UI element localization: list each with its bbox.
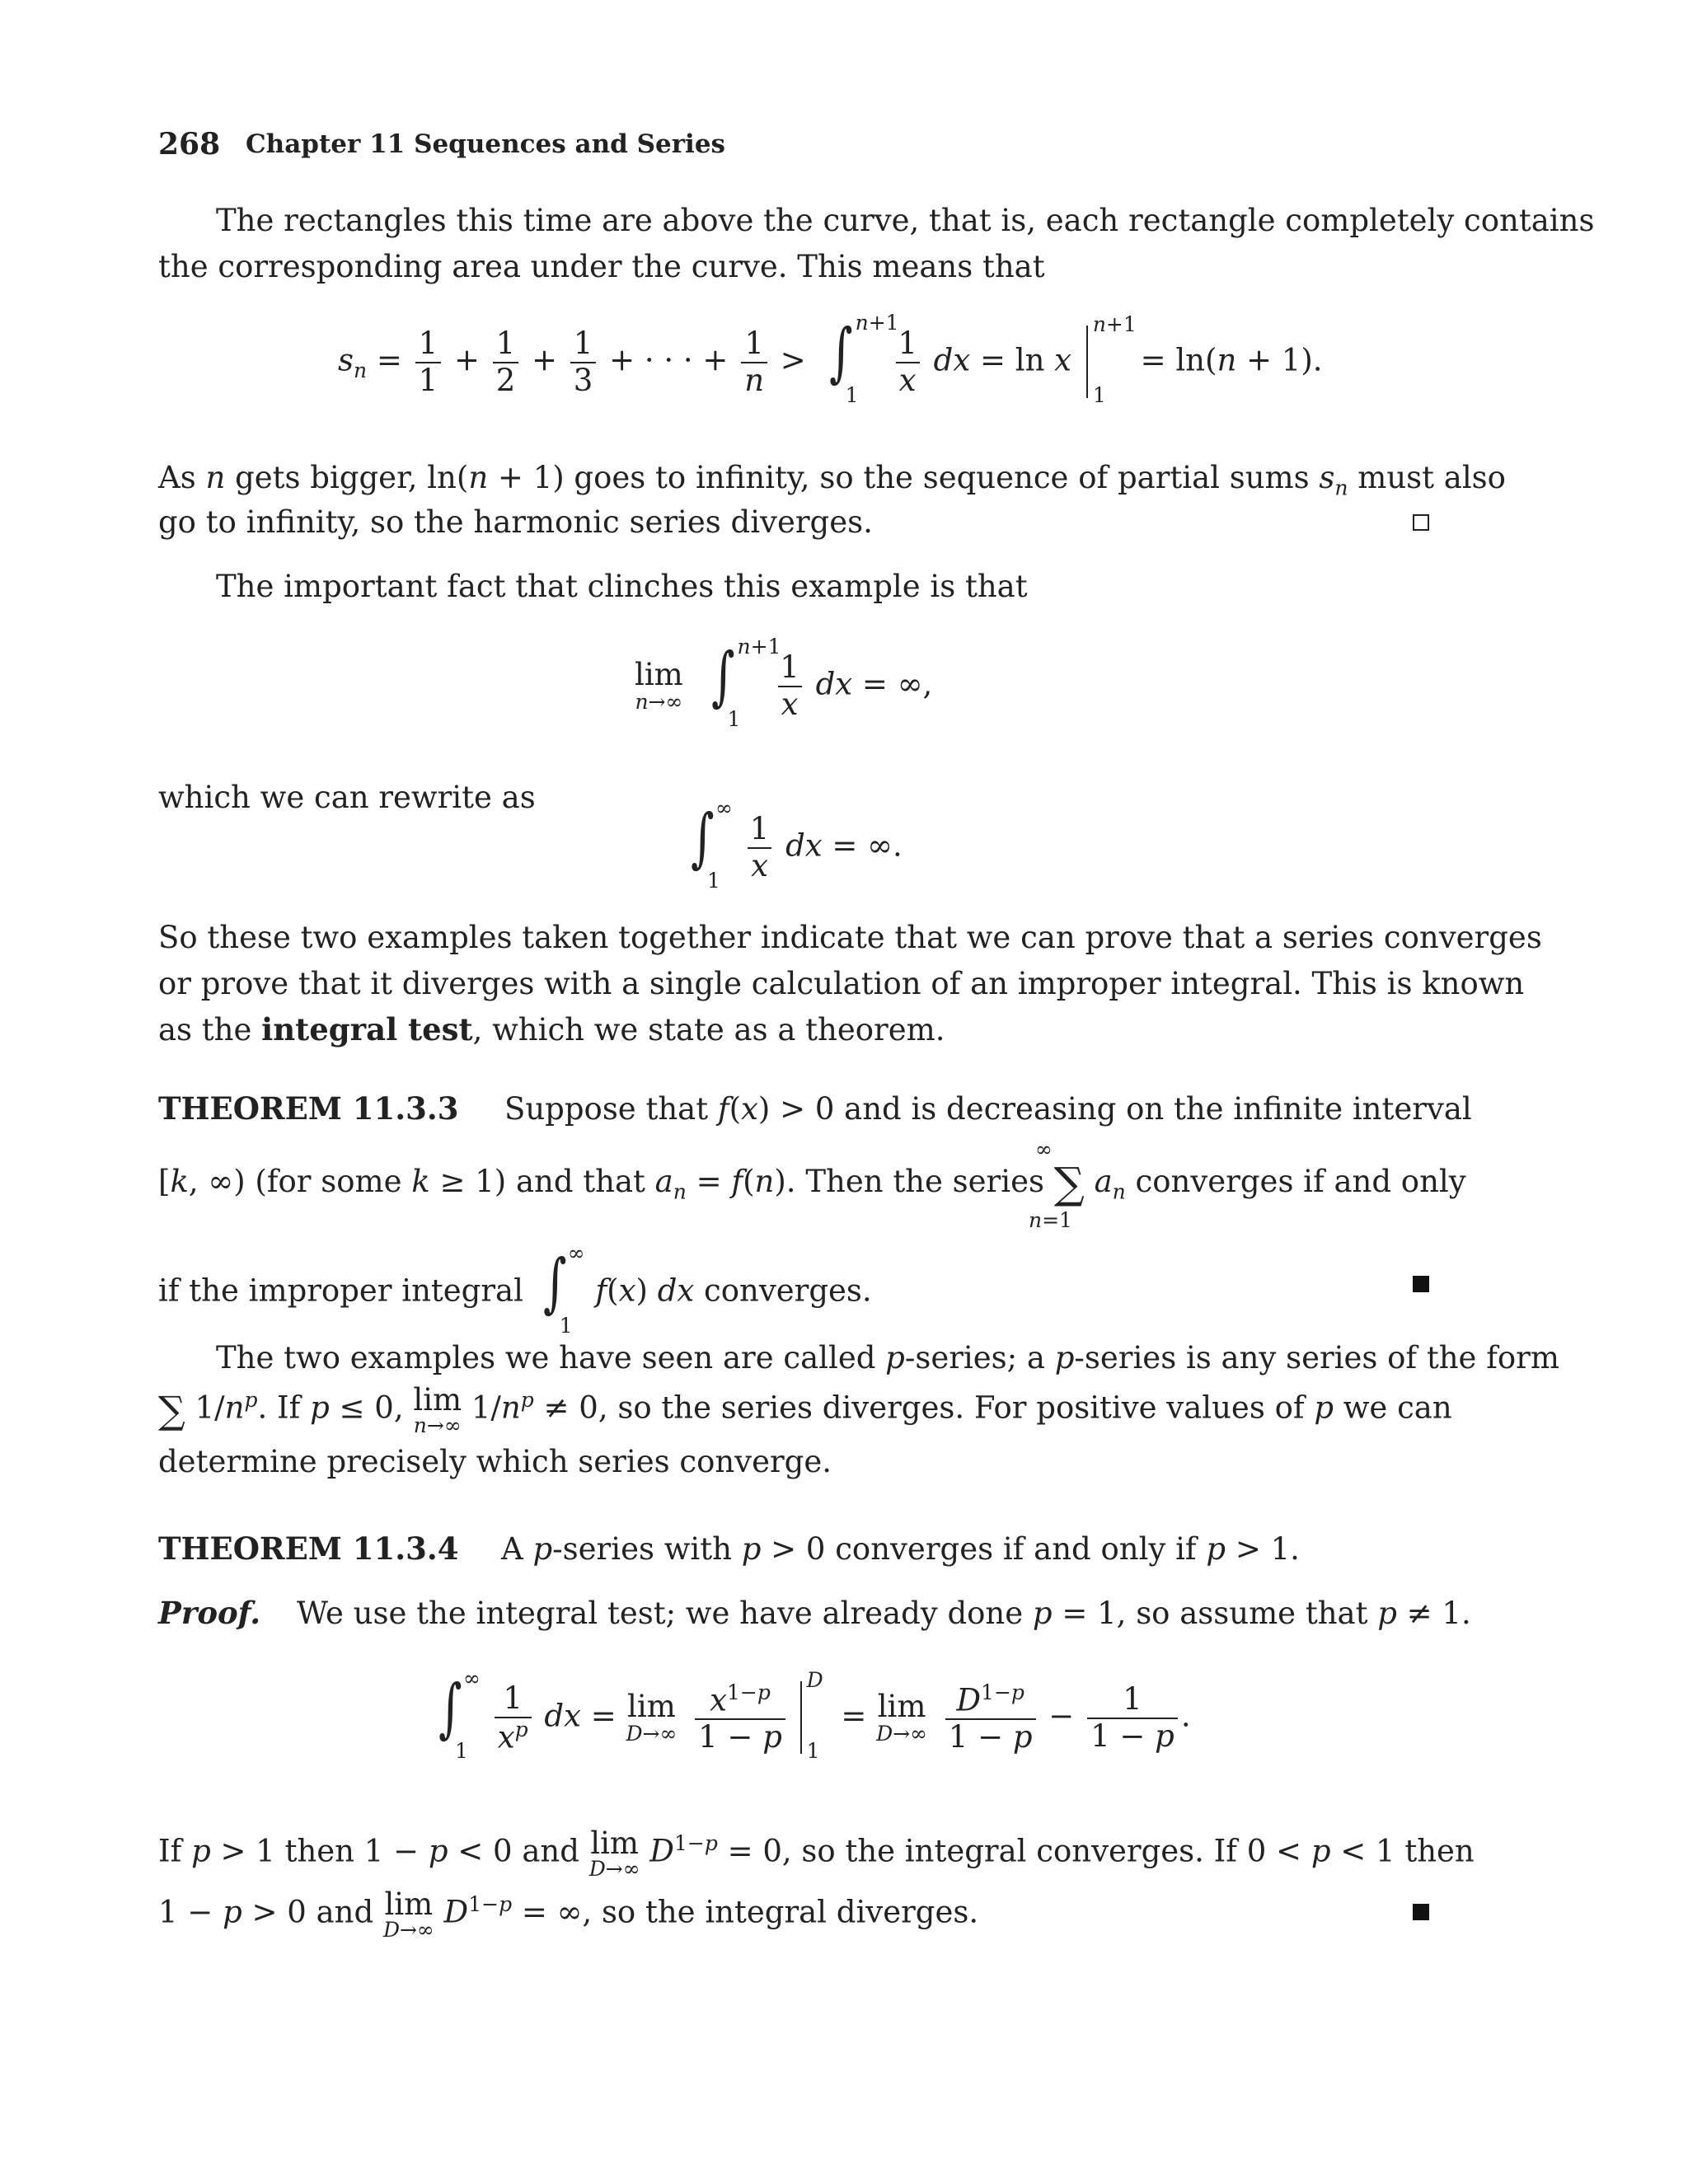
- theorem-11-3-3-line-2: [k, ∞) (for some k ≥ 1) and that $a_n = f(n)$. Then the series ∑ $a_n$ converges if and only: [158, 1159, 1466, 1209]
- proof-text: We use the integral test; we have already done p = 1, so assume that p ≠ 1.: [297, 1596, 1471, 1631]
- sum-upper-limit: ∞: [1035, 1137, 1053, 1161]
- equation-harmonic-partial-sum: $s_n$ = $\frac{1}{1}$ + $\frac{1}{2}$ + $\frac{1}{3}$ + · · · + $\frac{1}{n}$ > ∫ n+1 1 $\frac{1}{x}$ dx = ln x n+1 1 = ln(n + 1).: [338, 311, 1323, 407]
- equation-p-series-integral: ∫ ∞ 1 $\frac{1}{x^p}$ dx = lim D→∞ $\frac{x^{1-p}}{1 - p}$ D 1 = lim D→∞ $\frac{D^{1-p}}{1 - p}$ − $\frac{1}{1 - p}$ .: [438, 1666, 1191, 1763]
- paragraph-5-line-2: or prove that it diverges with a single calculation of an improper integral. This is known: [158, 966, 1525, 1001]
- paragraph-5-line-1: So these two examples taken together indicate that we can prove that a series converges: [158, 920, 1542, 955]
- paragraph-6-line-2: ∑ $1/n^p$. If p ≤ 0, lim n→∞ $1/n^p \ne 0$, so the series diverges. For positive values of p we can: [158, 1382, 1452, 1437]
- paragraph-6-line-1: The two examples we have seen are called p-series; a p-series is any series of the form: [216, 1340, 1559, 1376]
- paragraph-1-line-1: The rectangles this time are above the curve, that is, each rectangle completely contains: [216, 203, 1595, 238]
- paragraph-6-line-3: determine precisely which series converge.: [158, 1444, 832, 1479]
- paragraph-2-line-1: As n gets bigger, ln(n + 1) goes to infinity, so the sequence of partial sums $s_n$ must also: [158, 460, 1506, 500]
- equation-limit-integral: lim n→∞ ∫ n+1 1 $\frac{1}{x}$ dx = ∞,: [635, 635, 933, 731]
- page-number: 268: [158, 127, 221, 162]
- end-of-theorem-square-icon: [1413, 1276, 1429, 1292]
- paragraph-1-line-2: the corresponding area under the curve. This means that: [158, 249, 1045, 284]
- integral-test-term: integral test: [261, 1011, 473, 1047]
- equation-improper-integral: ∫ ∞ 1 $\frac{1}{x}$ dx = ∞.: [691, 796, 903, 893]
- paragraph-5-line-3: as the integral test, which we state as a theorem.: [158, 1011, 945, 1047]
- theorem-11-3-3-line-3: if the improper integral ∫ ∞ 1 f(x) dx converges.: [158, 1241, 872, 1338]
- paragraph-3: The important fact that clinches this example is that: [216, 569, 1028, 604]
- running-header: Chapter 11 Sequences and Series: [246, 129, 725, 159]
- end-of-proof-square-icon: [1413, 1904, 1429, 1920]
- theorem-11-3-3-label: THEOREM 11.3.3: [158, 1090, 459, 1127]
- paragraph-4: which we can rewrite as: [158, 780, 536, 815]
- paragraph-7-line-2: 1 − p > 0 and lim D→∞ $D^{1-p}$ = ∞, so the integral diverges.: [158, 1886, 979, 1942]
- paragraph-7-line-1: If p > 1 then 1 − p < 0 and lim D→∞ $D^{1-p} = 0$, so the integral converges. If 0 < p < 1 then: [158, 1825, 1475, 1881]
- theorem-11-3-4-text: A p-series with p > 0 converges if and only if p > 1.: [501, 1531, 1300, 1567]
- theorem-11-3-4-label: THEOREM 11.3.4: [158, 1530, 459, 1567]
- qed-open-square-icon: [1413, 514, 1429, 531]
- theorem-11-3-3-line-1: Suppose that f(x) > 0 and is decreasing on the infinite interval: [504, 1091, 1472, 1127]
- proof-label: Proof.: [158, 1595, 261, 1631]
- sum-lower-limit: n=1: [1029, 1208, 1072, 1232]
- paragraph-2-line-2: go to infinity, so the harmonic series diverges.: [158, 504, 873, 540]
